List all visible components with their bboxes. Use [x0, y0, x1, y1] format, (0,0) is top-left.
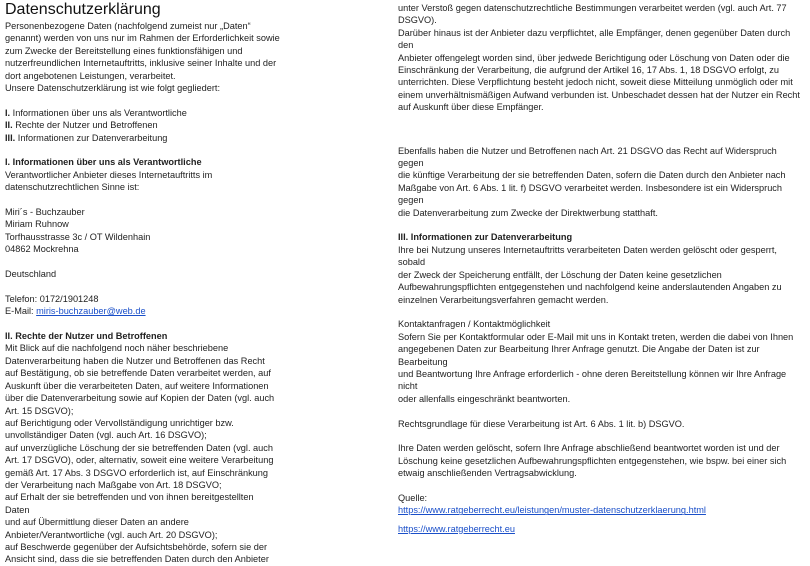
page-title: Datenschutzerklärung	[5, 1, 161, 18]
section-3-heading: III. Informationen zur Datenverarbeitung	[398, 232, 573, 243]
intro-text: Personenbezogene Daten (nachfolgend zumeist nur „Daten“ genannt) werden von uns nur im Rahmen der Erforderlichkeit sowie zum Zwecke der Bereitstellung eines funktionsfähigen und nutzerfreundlichen Internetauftritts, inklusive seiner Inhalte und der dort angebotenen Leistungen, verarbeitet. Unsere Datenschutzerklärung ist wie folgt gegliedert:	[5, 21, 280, 94]
country: Deutschland	[5, 269, 57, 280]
recipients-text: unter Verstoß gegen datenschutzrechtliche Bestimmungen verarbeitet werden (vgl. auch Art. 77 DSGVO). Darüber hinaus ist der Anbieter dazu verpflichtet, alle Empfänger, denen gegenüber Daten durch den Anbieter offengelegt worden sind, über jedwede Berichtigung oder Löschung von Daten oder die Einschränkung der Verarbeitung, die aufgrund der Artikel 16, 17 Abs. 1, 18 DSGVO erfolgt, zu unterrichten. Diese Verpflichtung besteht jedoch nicht, soweit diese Mitteilung unmöglich oder mit einem unverhältnismäßigen Aufwand verbunden ist. Unbeschadet dessen hat der Nutzer ein Recht auf Auskunft über diese Empfänger.	[398, 3, 800, 113]
address-line: 04862 Mockrehna	[5, 244, 79, 255]
table-of-contents	[5, 107, 280, 144]
address-line: Miri´s - Buchzauber	[5, 207, 85, 218]
legal-basis-text: Rechtsgrundlage für diese Verarbeitung ist Art. 6 Abs. 1 lit. b) DSGVO.	[398, 418, 685, 429]
email-line	[5, 305, 280, 317]
section-3-text: Ihre bei Nutzung unseres Internetauftritts verarbeiteten Daten werden gelöscht oder gesperrt, sobald der Zweck der Speicherung entfällt, der Löschung der Daten keine gesetzlichen Aufbewahrungspflichten entgegenstehen und nachfolgend keine anderslautenden Angaben zu einzelnen Verarbeitungsverfahren gemacht werden.	[398, 244, 782, 305]
right-column	[398, 2, 803, 535]
source-label: Quelle:	[398, 492, 428, 503]
toc-item-1: I. Informationen über uns als Verantwortliche	[5, 107, 187, 118]
left-column	[5, 0, 280, 566]
objection-text: Ebenfalls haben die Nutzer und Betroffenen nach Art. 21 DSGVO das Recht auf Widerspruch gegen die künftige Verarbeitung der sie betreffenden Daten, sofern die Daten durch den Anbieter nach Maßgabe von Art. 6 Abs. 1 lit. f) DSGVO verarbeitet werden. Insbesondere ist ein Widerspruch gegen die Datenverarbeitung zum Zwecke der Direktwerbung statthaft.	[398, 145, 786, 218]
toc-item-3: III. Informationen zur Datenverarbeitung	[5, 132, 168, 143]
contact-heading: Kontaktanfragen / Kontaktmöglichkeit	[398, 319, 551, 330]
contact-text: Sofern Sie per Kontaktformular oder E-Mail mit uns in Kontakt treten, werden die dabei von Ihnen angegebenen Daten zur Bearbeitung Ihrer Anfrage genutzt. Die Angabe der Daten ist zur Bearbeitung und Beantwortung Ihre Anfrage erforderlich - ohne deren Bereitstellung können wir Ihre Anfrage nicht oder allenfalls eingeschränkt beantworten.	[398, 331, 794, 404]
section-2-text: Mit Blick auf die nachfolgend noch näher beschriebene Datenverarbeitung haben die Nutzer und Betroffenen das Recht auf Bestätigung, ob sie betreffende Daten verarbeitet werden, auf Auskunft über die verarbeiteten Daten, auf weitere Informationen über die Datenverarbeitung sowie auf Kopien der Daten (vgl. auch Art. 15 DSGVO); auf Berichtigung oder Vervollständigung unrichtiger bzw. unvollständiger Daten (vgl. auch Art. 16 DSGVO); auf unverzügliche Löschung der sie betreffenden Daten (vgl. auch Art. 17 DSGVO), oder, alternativ, soweit eine weitere Verarbeitung gemäß Art. 17 Abs. 3 DSGVO erforderlich ist, auf Einschränkung der Verarbeitung nach Maßgabe von Art. 18 DSGVO; auf Erhalt der sie betreffenden und von ihnen bereitgestellten Daten und auf Übermittlung dieser Daten an andere Anbieter/Verantwortliche (vgl. auch Art. 20 DSGVO); auf Beschwerde gegenüber der Aufsichtsbehörde, sofern sie der Ansicht sind, dass die sie betreffenden Daten durch den Anbieter	[5, 343, 275, 565]
source-link-home[interactable]: https://www.ratgeberrecht.eu	[398, 523, 515, 534]
deletion-text: Ihre Daten werden gelöscht, sofern Ihre Anfrage abschließend beantwortet worden ist und der Löschung keine gesetzlichen Aufbewahrungspflichten entgegenstehen, wie bspw. bei einer sich etwaig anschließenden Vertragsabwicklung.	[398, 443, 787, 479]
section-1-heading: I. Informationen über uns als Verantwortliche	[5, 157, 202, 168]
toc-item-2: II. Rechte der Nutzer und Betroffenen	[5, 120, 158, 131]
address-line: Miriam Ruhnow	[5, 219, 69, 230]
email-label: E-Mail:	[5, 306, 37, 317]
section-1-text: Verantwortlicher Anbieter dieses Internetauftritts im datenschutzrechtlichen Sinne ist:	[5, 169, 213, 193]
address-block	[5, 206, 280, 256]
phone: Telefon: 0172/1901248	[5, 293, 99, 304]
email-link[interactable]: miris-buchzauber@web.de	[36, 306, 146, 317]
section-2-heading: II. Rechte der Nutzer und Betroffenen	[5, 331, 168, 342]
source-link-muster[interactable]: https://www.ratgeberrecht.eu/leistungen/muster-datenschutzerklaerung.html	[398, 505, 706, 516]
address-line: Torfhausstrasse 3c / OT Wildenhain	[5, 231, 151, 242]
